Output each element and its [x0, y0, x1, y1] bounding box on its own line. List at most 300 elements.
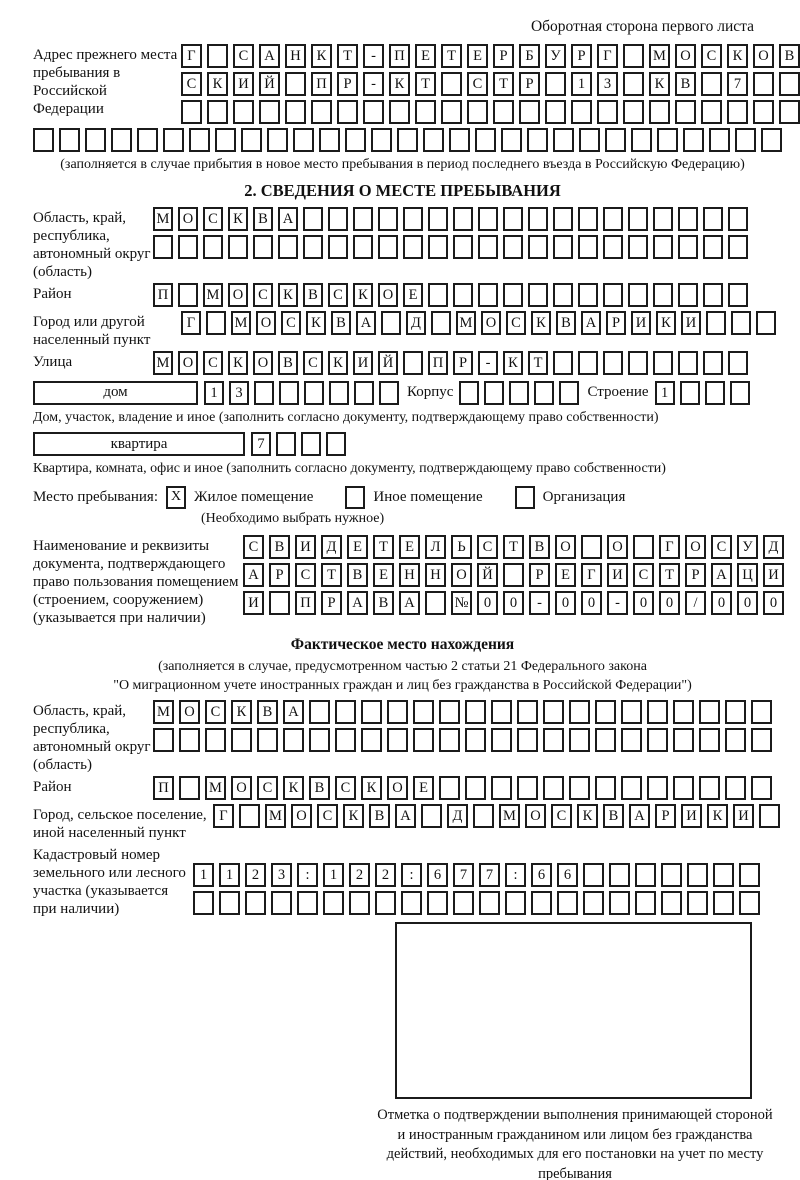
- char-cell: [423, 128, 444, 152]
- char-cell: [253, 235, 273, 259]
- char-cell: [387, 728, 408, 752]
- char-cell: К: [311, 44, 332, 68]
- char-cell: С: [203, 351, 223, 375]
- char-cell: [85, 128, 106, 152]
- char-cell: О: [231, 776, 252, 800]
- char-cell: [354, 381, 374, 405]
- char-cell: А: [356, 311, 376, 335]
- char-cell: [415, 100, 436, 124]
- char-cell: [751, 700, 772, 724]
- char-cell: [379, 381, 399, 405]
- char-cell: [181, 100, 202, 124]
- char-cell: П: [153, 776, 174, 800]
- char-cell: [178, 283, 198, 307]
- char-cell: [484, 381, 504, 405]
- char-cell: [673, 700, 694, 724]
- char-cell: С: [328, 283, 348, 307]
- char-cell: Д: [763, 535, 784, 559]
- char-cell: [583, 863, 604, 887]
- char-cell: В: [257, 700, 278, 724]
- char-cell: [153, 235, 173, 259]
- char-cell: [553, 128, 574, 152]
- char-cell: [361, 728, 382, 752]
- gorod-label: Город или другой населенный пункт: [33, 313, 151, 348]
- char-cell: [751, 776, 772, 800]
- char-cell: С: [633, 563, 654, 587]
- char-cell: [569, 776, 590, 800]
- char-cell: У: [545, 44, 566, 68]
- kadastr-block: [33, 844, 772, 918]
- mesto-prebyvaniya-row: [33, 486, 772, 509]
- char-cell: [569, 700, 590, 724]
- char-cell: И: [243, 591, 264, 615]
- char-cell: [503, 283, 523, 307]
- char-cell: [623, 72, 644, 96]
- char-cell: 6: [531, 863, 552, 887]
- char-cell: 3: [271, 863, 292, 887]
- char-cell: :: [297, 863, 318, 887]
- char-cell: Ц: [737, 563, 758, 587]
- char-cell: О: [607, 535, 628, 559]
- char-cell: А: [629, 804, 650, 828]
- char-cell: [557, 891, 578, 915]
- char-cell: [233, 100, 254, 124]
- char-cell: [779, 72, 800, 96]
- char-cell: С: [467, 72, 488, 96]
- char-cell: [491, 776, 512, 800]
- char-cell: К: [389, 72, 410, 96]
- char-cell: [631, 128, 652, 152]
- char-cell: Г: [181, 44, 202, 68]
- char-cell: 0: [737, 591, 758, 615]
- char-cell: [428, 235, 448, 259]
- char-cell: [713, 863, 734, 887]
- prev-address-note: (заполняется в случае прибытия в новое место пребывания в период последнего въезда в Российскую Федерацию): [60, 157, 745, 172]
- char-cell: [503, 563, 524, 587]
- char-cell: [603, 283, 623, 307]
- char-cell: [699, 728, 720, 752]
- char-cell: [241, 128, 262, 152]
- char-cell: [328, 207, 348, 231]
- char-cell: [403, 351, 423, 375]
- char-cell: К: [361, 776, 382, 800]
- char-cell: [439, 776, 460, 800]
- char-cell: Р: [571, 44, 592, 68]
- char-cell: [628, 283, 648, 307]
- char-cell: Р: [519, 72, 540, 96]
- char-cell: [628, 207, 648, 231]
- char-cell: И: [295, 535, 316, 559]
- char-cell: В: [603, 804, 624, 828]
- char-cell: [475, 128, 496, 152]
- char-cell: [543, 700, 564, 724]
- char-cell: [303, 207, 323, 231]
- char-cell: К: [503, 351, 523, 375]
- char-cell: [725, 776, 746, 800]
- char-cell: 7: [727, 72, 748, 96]
- char-cell: Ь: [451, 535, 472, 559]
- char-cell: Д: [447, 804, 468, 828]
- char-cell: [285, 100, 306, 124]
- dom-row: [33, 381, 772, 405]
- char-cell: :: [401, 863, 422, 887]
- char-cell: [283, 728, 304, 752]
- char-cell: [701, 100, 722, 124]
- char-cell: А: [283, 700, 304, 724]
- char-cell: [337, 100, 358, 124]
- char-cell: [628, 235, 648, 259]
- char-cell: П: [389, 44, 410, 68]
- fact-location-note-1: (заполняется в случае, предусмотренном частью 2 статьи 21 Федерального закона: [158, 659, 647, 674]
- fact-gorod-label: Город, сельское поселение, иной населенный пункт: [33, 807, 207, 841]
- char-cell: [675, 100, 696, 124]
- char-cell: [453, 891, 474, 915]
- fact-raion-block: [33, 776, 772, 800]
- char-cell: [465, 728, 486, 752]
- ulitsa-block: [33, 351, 772, 375]
- char-cell: С: [477, 535, 498, 559]
- char-cell: В: [253, 207, 273, 231]
- char-cell: [509, 381, 529, 405]
- char-cell: Т: [321, 563, 342, 587]
- char-cell: [673, 728, 694, 752]
- char-cell: В: [331, 311, 351, 335]
- char-cell: [323, 891, 344, 915]
- char-cell: [413, 728, 434, 752]
- char-cell: О: [253, 351, 273, 375]
- checkbox-zhiloe-mark: X: [170, 489, 182, 504]
- char-cell: И: [607, 563, 628, 587]
- char-cell: [254, 381, 274, 405]
- char-cell: К: [343, 804, 364, 828]
- char-cell: 2: [349, 863, 370, 887]
- char-cell: К: [228, 207, 248, 231]
- char-cell: 3: [597, 72, 618, 96]
- char-cell: №: [451, 591, 472, 615]
- char-cell: [543, 776, 564, 800]
- char-cell: [329, 381, 349, 405]
- checkbox-inoe-pomeshchenie: [345, 486, 365, 509]
- char-cell: Р: [655, 804, 676, 828]
- char-cell: [311, 100, 332, 124]
- char-cell: [345, 128, 366, 152]
- char-cell: К: [231, 700, 252, 724]
- stamp-box: [395, 922, 752, 1099]
- char-cell: [579, 128, 600, 152]
- char-cell: [189, 128, 210, 152]
- dom-number-cells: [204, 381, 399, 405]
- char-cell: [553, 235, 573, 259]
- prev-address-row-1: [181, 44, 800, 68]
- ulitsa-label: Улица: [33, 353, 73, 370]
- char-cell: [467, 100, 488, 124]
- opt-inoe-label: Иное помещение: [373, 488, 483, 505]
- char-cell: [478, 207, 498, 231]
- dom-field-box: дом: [33, 381, 198, 405]
- char-cell: [503, 235, 523, 259]
- char-cell: [517, 700, 538, 724]
- char-cell: С: [181, 72, 202, 96]
- mesto-label: Место пребывания:: [33, 488, 158, 505]
- fact-oblast-block: [33, 700, 772, 774]
- char-cell: [595, 700, 616, 724]
- char-cell: Е: [347, 535, 368, 559]
- char-cell: [583, 891, 604, 915]
- char-cell: Е: [403, 283, 423, 307]
- char-cell: Г: [213, 804, 234, 828]
- char-cell: О: [256, 311, 276, 335]
- gorod-row: [181, 311, 776, 335]
- char-cell: О: [685, 535, 706, 559]
- char-cell: [478, 235, 498, 259]
- oblast-row-2: [153, 235, 748, 259]
- char-cell: [559, 381, 579, 405]
- char-cell: [673, 776, 694, 800]
- char-cell: [703, 207, 723, 231]
- raion-block: [33, 283, 772, 307]
- char-cell: О: [178, 207, 198, 231]
- char-cell: [397, 128, 418, 152]
- char-cell: [553, 207, 573, 231]
- ulitsa-row: [153, 351, 748, 375]
- char-cell: [473, 804, 494, 828]
- char-cell: [739, 863, 760, 887]
- korpus-label: Корпус: [407, 383, 454, 400]
- char-cell: [239, 804, 260, 828]
- char-cell: [285, 72, 306, 96]
- char-cell: Е: [555, 563, 576, 587]
- char-cell: О: [178, 351, 198, 375]
- char-cell: Т: [373, 535, 394, 559]
- choose-note: (Необходимо выбрать нужное): [201, 510, 385, 526]
- char-cell: [389, 100, 410, 124]
- char-cell: [403, 235, 423, 259]
- char-cell: -: [607, 591, 628, 615]
- char-cell: [528, 235, 548, 259]
- char-cell: [276, 432, 296, 456]
- char-cell: И: [681, 804, 702, 828]
- char-cell: [206, 311, 226, 335]
- prev-address-row-3: [181, 100, 800, 124]
- char-cell: [728, 351, 748, 375]
- page-side-note: Оборотная сторона первого листа: [530, 18, 754, 35]
- char-cell: [603, 351, 623, 375]
- char-cell: [179, 728, 200, 752]
- char-cell: [545, 100, 566, 124]
- section2-title: 2. СВЕДЕНИЯ О МЕСТЕ ПРЕБЫВАНИЯ: [244, 180, 561, 200]
- char-cell: [528, 207, 548, 231]
- char-cell: [621, 728, 642, 752]
- char-cell: [628, 351, 648, 375]
- char-cell: [401, 891, 422, 915]
- char-cell: В: [373, 591, 394, 615]
- char-cell: Т: [415, 72, 436, 96]
- char-cell: [335, 728, 356, 752]
- char-cell: [731, 311, 751, 335]
- char-cell: К: [328, 351, 348, 375]
- char-cell: [465, 776, 486, 800]
- document-block: [33, 535, 779, 627]
- char-cell: [597, 100, 618, 124]
- char-cell: М: [649, 44, 670, 68]
- char-cell: [699, 776, 720, 800]
- raion-row: [153, 283, 748, 307]
- document-row-2: [243, 563, 784, 587]
- char-cell: [647, 728, 668, 752]
- char-cell: [269, 591, 290, 615]
- char-cell: [571, 100, 592, 124]
- checkbox-zhiloe-pomeshchenie: [166, 486, 186, 509]
- char-cell: Т: [659, 563, 680, 587]
- char-cell: [491, 728, 512, 752]
- char-cell: 3: [229, 381, 249, 405]
- char-cell: 1: [655, 381, 675, 405]
- kadastr-label: Кадастровый номер земельного или лесного участка (указывается при наличии): [33, 847, 186, 917]
- char-cell: [459, 381, 479, 405]
- fact-gorod-block: [33, 804, 772, 842]
- fact-oblast-label: Область, край, республика, автономный округ (область): [33, 703, 151, 773]
- fact-location-title: Фактическое место нахождения: [290, 636, 515, 653]
- char-cell: М: [153, 207, 173, 231]
- char-cell: [59, 128, 80, 152]
- char-cell: В: [529, 535, 550, 559]
- char-cell: К: [577, 804, 598, 828]
- char-cell: К: [278, 283, 298, 307]
- char-cell: [111, 128, 132, 152]
- char-cell: [706, 311, 726, 335]
- char-cell: [353, 235, 373, 259]
- char-cell: В: [303, 283, 323, 307]
- char-cell: А: [711, 563, 732, 587]
- char-cell: 7: [479, 863, 500, 887]
- char-cell: [453, 235, 473, 259]
- char-cell: 0: [763, 591, 784, 615]
- char-cell: [179, 776, 200, 800]
- fact-gorod-row: [213, 804, 780, 828]
- char-cell: [595, 728, 616, 752]
- char-cell: Р: [493, 44, 514, 68]
- char-cell: О: [387, 776, 408, 800]
- char-cell: [441, 72, 462, 96]
- char-cell: [413, 700, 434, 724]
- char-cell: 1: [219, 863, 240, 887]
- prev-address-label: Адрес прежнего места пребывания в Российской Федерации: [33, 47, 178, 117]
- char-cell: [439, 728, 460, 752]
- char-cell: К: [531, 311, 551, 335]
- char-cell: М: [153, 351, 173, 375]
- kvartira-note: Квартира, комната, офис и иное (заполнить согласно документу, подтверждающему право собственности): [33, 461, 666, 476]
- oblast-label: Область, край, республика, автономный округ (область): [33, 209, 151, 280]
- char-cell: С: [701, 44, 722, 68]
- char-cell: К: [656, 311, 676, 335]
- char-cell: [353, 207, 373, 231]
- char-cell: С: [281, 311, 301, 335]
- char-cell: [449, 128, 470, 152]
- char-cell: 6: [557, 863, 578, 887]
- char-cell: Д: [321, 535, 342, 559]
- char-cell: [349, 891, 370, 915]
- char-cell: [335, 700, 356, 724]
- char-cell: К: [207, 72, 228, 96]
- char-cell: [328, 235, 348, 259]
- char-cell: [756, 311, 776, 335]
- kadastr-row-1: [193, 863, 760, 887]
- char-cell: 1: [323, 863, 344, 887]
- char-cell: [231, 728, 252, 752]
- char-cell: Б: [519, 44, 540, 68]
- char-cell: М: [499, 804, 520, 828]
- char-cell: 7: [453, 863, 474, 887]
- char-cell: [709, 128, 730, 152]
- char-cell: [326, 432, 346, 456]
- char-cell: К: [707, 804, 728, 828]
- char-cell: [635, 863, 656, 887]
- char-cell: А: [347, 591, 368, 615]
- char-cell: Р: [337, 72, 358, 96]
- char-cell: Т: [528, 351, 548, 375]
- char-cell: М: [203, 283, 223, 307]
- char-cell: С: [551, 804, 572, 828]
- char-cell: [519, 100, 540, 124]
- char-cell: Н: [425, 563, 446, 587]
- char-cell: Й: [378, 351, 398, 375]
- document-label: Наименование и реквизиты документа, подтверждающего право пользования помещением (строением, сооружением) (указывается при наличии): [33, 538, 239, 626]
- char-cell: [699, 700, 720, 724]
- char-cell: С: [317, 804, 338, 828]
- char-cell: [647, 700, 668, 724]
- char-cell: [578, 235, 598, 259]
- char-cell: [578, 207, 598, 231]
- char-cell: [153, 728, 174, 752]
- document-row-3: [243, 591, 784, 615]
- char-cell: [259, 100, 280, 124]
- prev-address-row-2: [181, 72, 800, 96]
- char-cell: 2: [245, 863, 266, 887]
- char-cell: И: [763, 563, 784, 587]
- char-cell: В: [675, 72, 696, 96]
- char-cell: [553, 283, 573, 307]
- char-cell: [713, 891, 734, 915]
- char-cell: [531, 891, 552, 915]
- char-cell: 7: [251, 432, 271, 456]
- char-cell: [381, 311, 401, 335]
- char-cell: [301, 432, 321, 456]
- char-cell: Е: [373, 563, 394, 587]
- char-cell: [653, 207, 673, 231]
- char-cell: Д: [406, 311, 426, 335]
- oblast-row-1: [153, 207, 748, 231]
- char-cell: -: [529, 591, 550, 615]
- char-cell: 2: [375, 863, 396, 887]
- char-cell: [779, 100, 800, 124]
- char-cell: [228, 235, 248, 259]
- char-cell: [267, 128, 288, 152]
- char-cell: О: [753, 44, 774, 68]
- char-cell: С: [205, 700, 226, 724]
- char-cell: [501, 128, 522, 152]
- char-cell: 1: [204, 381, 224, 405]
- char-cell: 1: [193, 863, 214, 887]
- char-cell: [730, 381, 750, 405]
- char-cell: [528, 283, 548, 307]
- char-cell: [453, 283, 473, 307]
- char-cell: [421, 804, 442, 828]
- char-cell: [431, 311, 451, 335]
- opt-zhiloe-label: Жилое помещение: [194, 488, 314, 505]
- char-cell: С: [203, 207, 223, 231]
- char-cell: [653, 351, 673, 375]
- raion-label: Район: [33, 285, 72, 302]
